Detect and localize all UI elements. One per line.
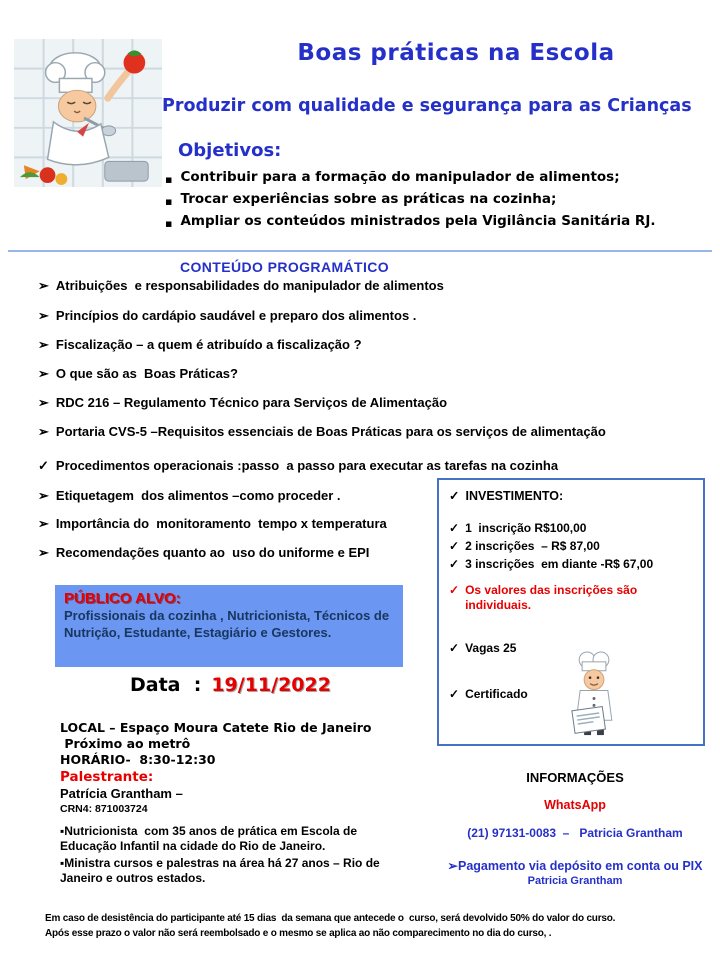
program-item — [38, 336, 698, 353]
objective-item — [165, 169, 720, 188]
speaker-name: Patrícia Grantham – — [60, 786, 183, 801]
program-item-text: Importância do monitoramento tempo x temperatura — [55, 516, 387, 531]
speaker-heading: Palestrante: — [60, 769, 154, 785]
chef-cooking-illustration — [14, 38, 162, 188]
info-heading: INFORMAÇÕES — [526, 770, 624, 785]
speaker-bio-1: ▪Nutricionista com 35 anos de prática em Escola de Educação Infantil na cidade do Rio de Janeiro. — [60, 824, 361, 853]
phone-line: (21) 97131-0083 – Patricia Grantham — [467, 826, 683, 840]
location-line: LOCAL – Espaço Moura Catete Rio de Janeiro — [60, 720, 372, 735]
program-item-text: Procedimentos operacionais :passo a passo para executar as tarefas na cozinha — [55, 458, 559, 473]
investment-note: ✓ Os valores das inscrições são individuais. — [449, 583, 641, 612]
payment-recipient-name: Patricia Grantham — [527, 875, 623, 887]
arrow-bullet-icon: ➢ — [38, 395, 49, 410]
program-item-text: Atribuições e responsabilidades do manipulador de alimentos — [55, 278, 444, 293]
program-item-text: Recomendações quanto ao uso do uniforme e EPI — [55, 545, 370, 560]
program-item-text: Etiquetagem dos alimentos –como proceder . — [55, 488, 341, 503]
program-item — [38, 544, 450, 561]
program-item — [38, 423, 698, 440]
arrow-bullet-icon: ➢ — [38, 366, 49, 381]
investment-item: ✓ 1 inscrição R$100,00 — [449, 521, 587, 535]
square-bullet-icon: ▪ — [165, 195, 173, 208]
cancellation-policy-line-1: Em caso de desistência do participante até 15 dias da semana que antecede o curso, será devolvido 50% do valor do curso. — [45, 913, 616, 924]
program-item — [38, 307, 698, 324]
speaker-bio-2: ▪Ministra cursos e palestras na área há 27 anos – Rio de Janeiro e outros estados. — [60, 856, 384, 885]
objective-item — [165, 191, 720, 210]
target-audience-heading: PÚBLICO ALVO: — [64, 590, 181, 607]
course-subtitle: Produzir com qualidade e segurança para as Crianças — [162, 96, 692, 116]
investment-item: ✓ 3 inscrições em diante -R$ 67,00 — [449, 557, 654, 571]
divider-line — [8, 250, 712, 252]
program-item — [38, 394, 698, 411]
square-bullet-icon: ▪ — [165, 217, 173, 230]
chef-certificate-illustration — [557, 648, 633, 742]
objective-text: Ampliar os conteúdos ministrados pela Vigilância Sanitária RJ. — [180, 213, 656, 229]
program-item — [38, 487, 450, 504]
program-item — [38, 457, 698, 474]
target-audience-text: Profissionais da cozinha , Nutricionista, Técnicos de Nutrição, Estudante, Estagiário e Gestores. — [64, 608, 393, 640]
program-item-text: Portaria CVS-5 –Requisitos essenciais de Boas Práticas para os serviços de alimentação — [55, 424, 606, 439]
arrow-bullet-icon: ➢ — [38, 488, 49, 503]
program-heading: CONTEÚDO PROGRAMÁTICO — [180, 259, 390, 275]
date-label: Data : — [130, 674, 202, 696]
course-title: Boas práticas na Escola — [297, 40, 615, 66]
arrow-bullet-icon: ➢ — [38, 308, 49, 323]
target-audience-box — [55, 585, 403, 667]
check-icon: ✓ — [38, 458, 49, 473]
program-item-text: O que são as Boas Práticas? — [55, 366, 238, 381]
investment-item: ✓ Certificado — [449, 687, 528, 701]
objectives-heading: Objetivos: — [178, 140, 282, 161]
schedule-line: HORÁRIO- 8:30-12:30 — [60, 752, 216, 767]
arrow-bullet-icon: ➢ — [38, 278, 49, 293]
objective-text: Contribuir para a formação do manipulador de alimentos; — [180, 169, 620, 185]
arrow-bullet-icon: ➢ — [38, 545, 49, 560]
arrow-bullet-icon: ➢ — [38, 516, 49, 531]
speaker-crn: CRN4: 871003724 — [60, 803, 148, 815]
check-icon: ✓ — [449, 489, 460, 503]
square-bullet-icon: ▪ — [165, 173, 173, 186]
cancellation-policy-line-2: Após esse prazo o valor não será reembolsado e o mesmo se aplica ao não comparecimento no dia do curso, . — [45, 928, 552, 939]
program-item-text: Fiscalização – a quem é atribuído a fiscalização ? — [55, 337, 362, 352]
metro-line: Próximo ao metrô — [60, 736, 191, 751]
check-icon: ✓ — [449, 583, 460, 597]
program-item — [38, 277, 698, 294]
date-value: 19/11/2022 — [211, 674, 331, 696]
investment-box — [437, 478, 705, 746]
program-item — [38, 515, 450, 532]
investment-heading: ✓ INVESTIMENTO: — [449, 489, 564, 503]
check-icon: ✓ — [449, 521, 460, 535]
payment-line: ➢Pagamento via depósito em conta ou PIX — [447, 859, 703, 873]
check-icon: ✓ — [449, 687, 460, 701]
program-item-text: RDC 216 – Regulamento Técnico para Serviços de Alimentação — [55, 395, 448, 410]
program-item-text: Princípios do cardápio saudável e preparo dos alimentos . — [55, 308, 417, 323]
program-item — [38, 365, 698, 382]
arrow-bullet-icon: ➢ — [38, 337, 49, 352]
objective-item — [165, 213, 720, 232]
check-icon: ✓ — [449, 539, 460, 553]
whatsapp-label: WhatsApp — [544, 798, 606, 812]
check-icon: ✓ — [449, 641, 460, 655]
arrow-bullet-icon: ➢ — [38, 424, 49, 439]
course-date — [130, 674, 331, 696]
check-icon: ✓ — [449, 557, 460, 571]
objective-text: Trocar experiências sobre as práticas na cozinha; — [180, 191, 557, 207]
investment-item: ✓ Vagas 25 — [449, 641, 517, 655]
investment-item: ✓ 2 inscrições – R$ 87,00 — [449, 539, 600, 553]
